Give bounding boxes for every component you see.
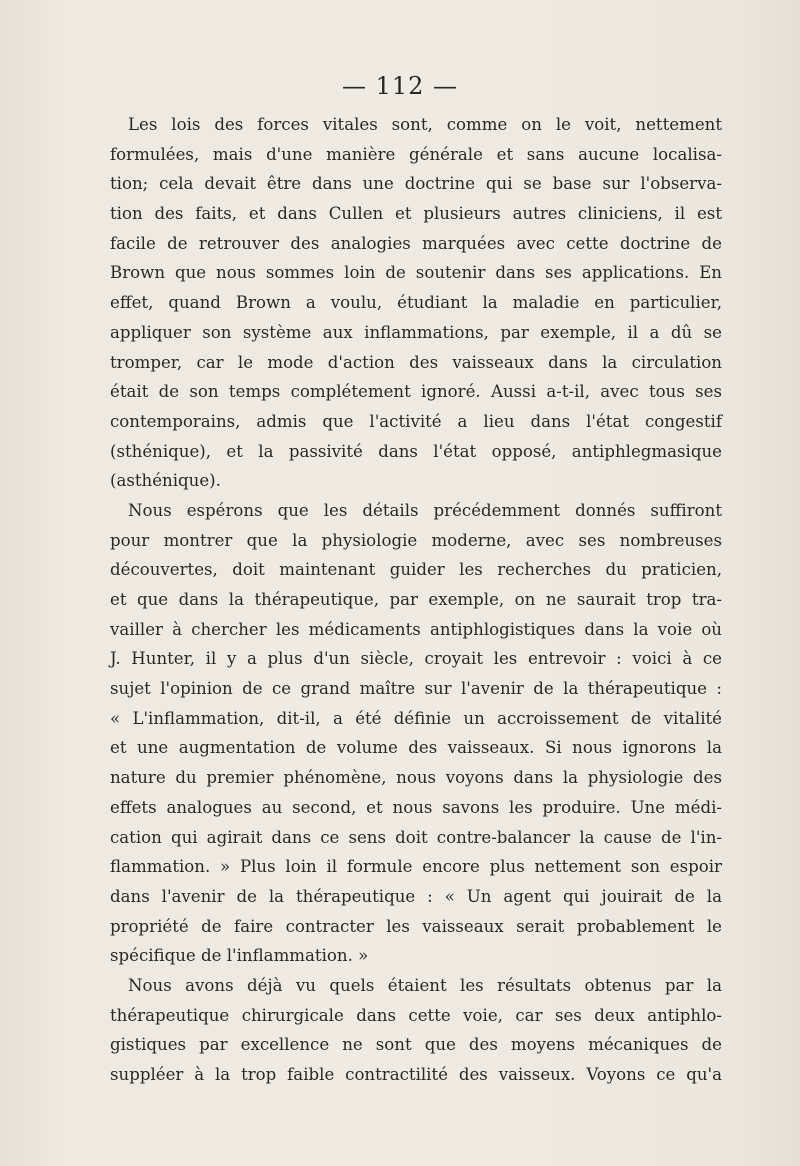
- text-line: cation qui agirait dans ce sens doit contre-balancer la cause de l'in-: [110, 827, 722, 847]
- text-line: gistiques par excellence ne sont que des moyens mécaniques de: [110, 1035, 722, 1055]
- text-line: appliquer son système aux inflammations, par exemple, il a dû se: [110, 322, 722, 342]
- text-line: thérapeutique chirurgicale dans cette voie, car ses deux antiphlo-: [110, 1005, 722, 1025]
- text-line: tromper, car le mode d'action des vaisseaux dans la circulation: [110, 352, 722, 372]
- text-line: (sthénique), et la passivité dans l'état opposé, antiphlegmasique: [110, 441, 722, 461]
- text-line: sujet l'opinion de ce grand maître sur l'avenir de la thérapeutique :: [110, 679, 722, 699]
- text-line: Nous avons déjà vu quels étaient les résultats obtenus par la: [128, 975, 722, 995]
- text-line: propriété de faire contracter les vaisseaux serait probablement le: [110, 916, 722, 936]
- text-line: et une augmentation de volume des vaisseaux. Si nous ignorons la: [110, 738, 722, 758]
- text-line: (asthénique).: [110, 471, 221, 491]
- text-line: tion des faits, et dans Cullen et plusieurs autres cliniciens, il est: [110, 204, 722, 224]
- text-line: flammation. » Plus loin il formule encore plus nettement son espoir: [110, 857, 722, 877]
- text-line: pour montrer que la physiologie moderne, avec ses nombreuses: [110, 530, 722, 550]
- page-number: — 112 —: [341, 72, 459, 100]
- text-line: contemporains, admis que l'activité a lieu dans l'état congestif: [110, 411, 722, 431]
- text-line: dans l'avenir de la thérapeutique : « Un agent qui jouirait de la: [110, 886, 722, 906]
- text-line: facile de retrouver des analogies marquées avec cette doctrine de: [110, 233, 722, 253]
- text-line: spécifique de l'inflammation. »: [110, 946, 369, 966]
- text-line: Les lois des forces vitales sont, comme on le voit, nettement: [128, 115, 722, 134]
- text-line: « L'inflammation, dit-il, a été définie un accroissement de vitalité: [110, 708, 722, 728]
- text-line: formulées, mais d'une manière générale et sans aucune localisa-: [110, 144, 722, 164]
- text-line: suppléer à la trop faible contractilité des vaisseux. Voyons ce qu'a: [110, 1065, 722, 1084]
- text-line: effet, quand Brown a voulu, étudiant la maladie en particulier,: [110, 293, 722, 313]
- text-line: tion; cela devait être dans une doctrine qui se base sur l'observa-: [110, 174, 722, 194]
- text-line: effets analogues au second, et nous savons les produire. Une médi-: [110, 797, 722, 817]
- text-line: Nous espérons que les détails précédemment donnés suffiront: [128, 500, 722, 520]
- body-text: [110, 110, 722, 1090]
- text-line: découvertes, doit maintenant guider les recherches du praticien,: [110, 560, 722, 580]
- text-line: nature du premier phénomène, nous voyons dans la physiologie des: [110, 768, 722, 788]
- text-line: J. Hunter, il y a plus d'un siècle, croyait les entrevoir : voici à ce: [110, 649, 722, 669]
- text-line: était de son temps complétement ignoré. Aussi a-t-il, avec tous ses: [110, 382, 722, 402]
- text-line: Brown que nous sommes loin de soutenir dans ses applications. En: [110, 263, 722, 283]
- text-line: et que dans la thérapeutique, par exemple, on ne saurait trop tra-: [110, 590, 722, 609]
- text-line: vailler à chercher les médicaments antiphlogistiques dans la voie où: [110, 619, 722, 639]
